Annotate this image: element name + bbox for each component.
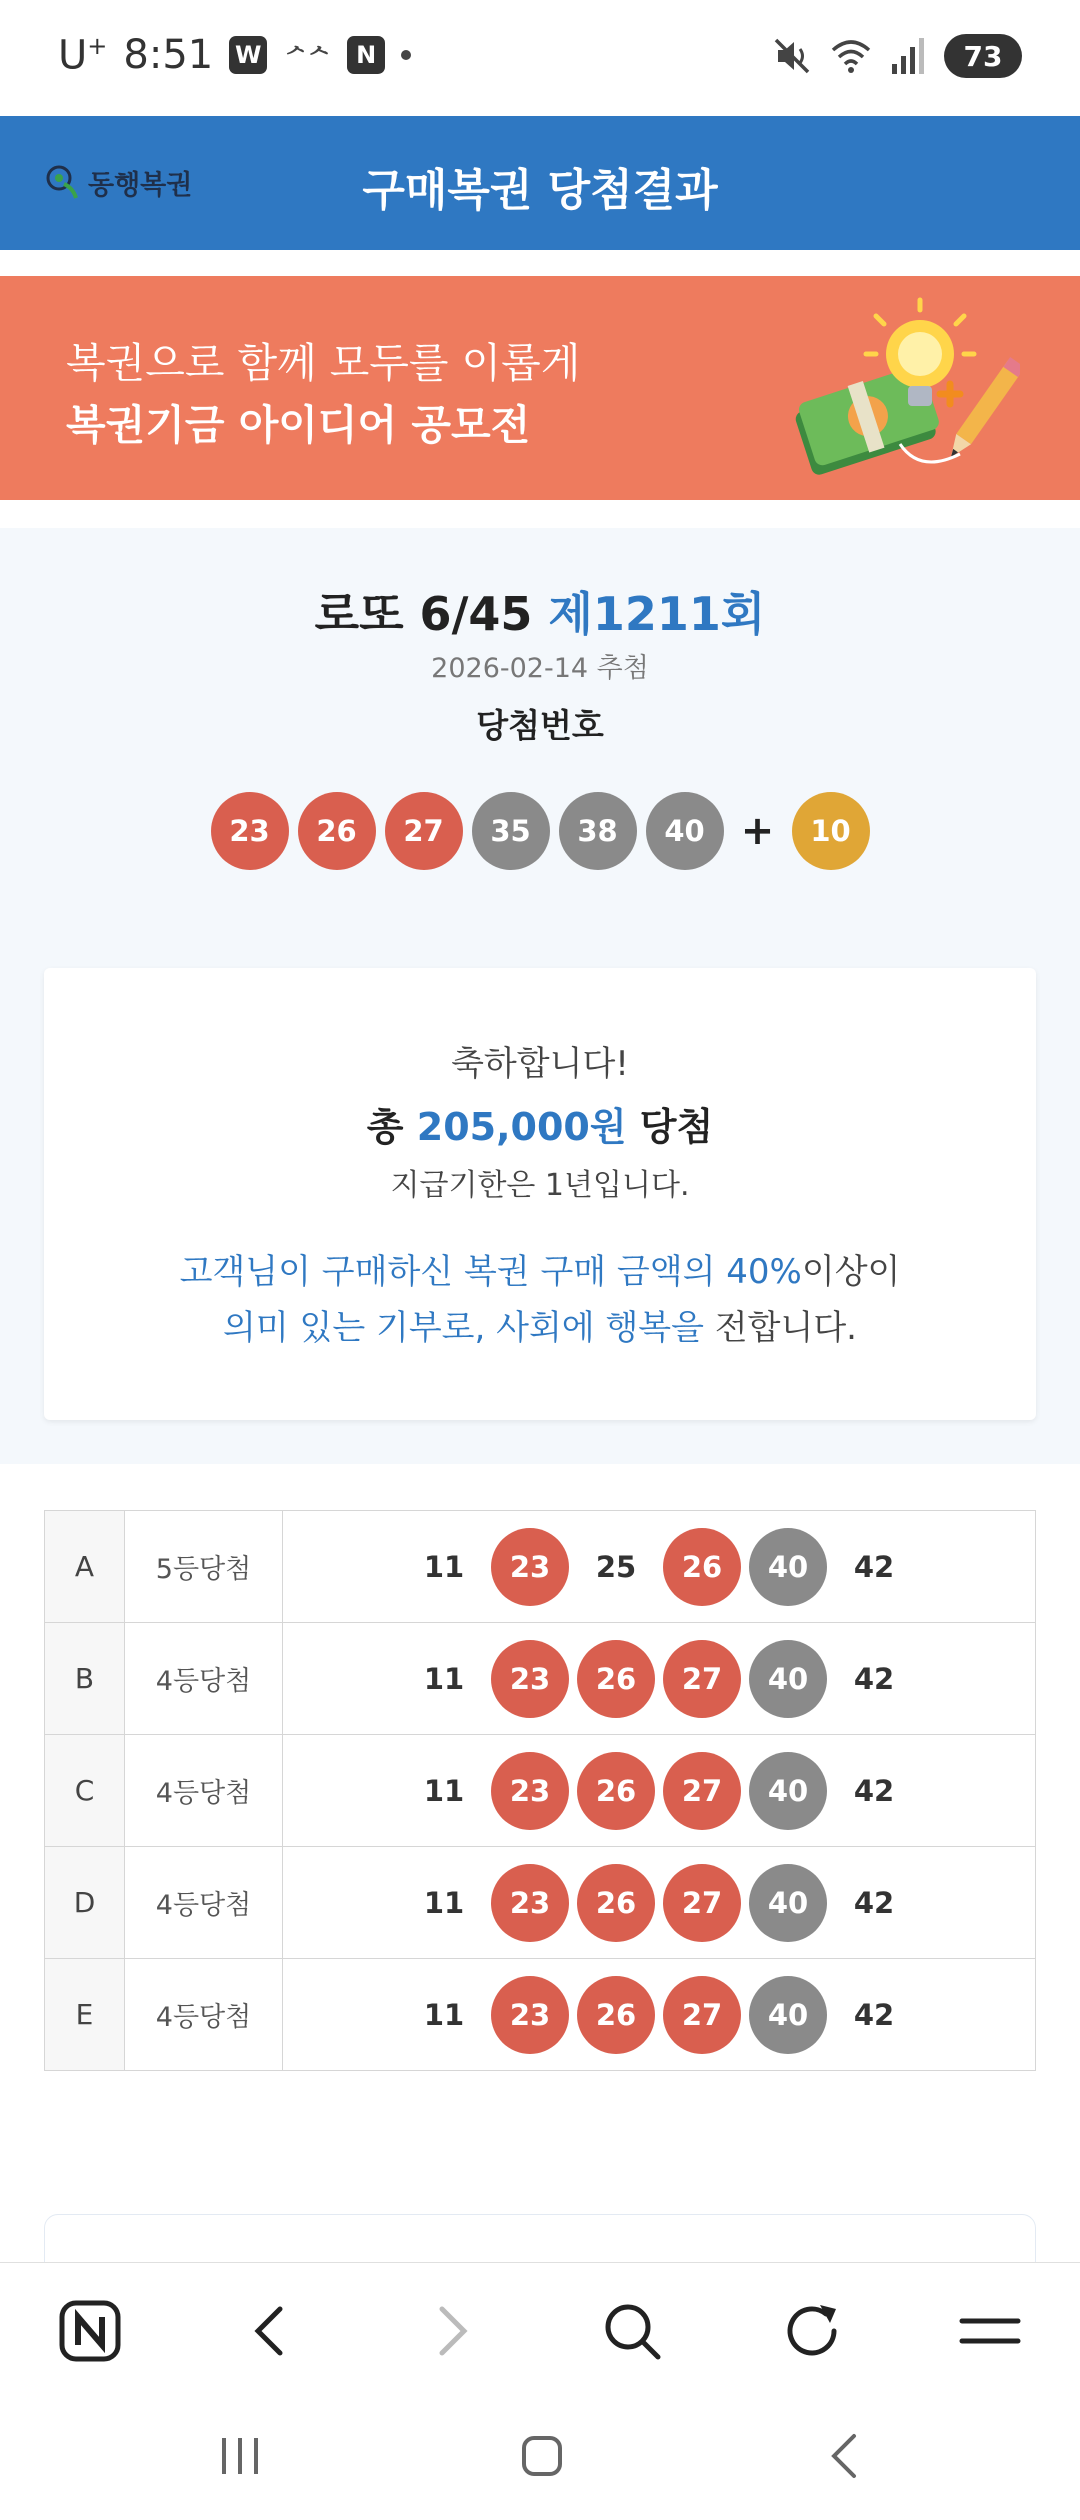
donation-line2-rest: 전합니다.: [704, 1308, 857, 1348]
carrier-label: [58, 32, 107, 78]
game-name: 로또 6/45: [314, 587, 533, 641]
ticket-number-ball-matched: 23: [491, 1528, 569, 1606]
search-icon[interactable]: [598, 2297, 666, 2365]
ticket-letter: C: [45, 1735, 125, 1847]
ticket-numbers: [283, 1976, 1035, 2054]
round-number: 제1211회: [548, 587, 766, 641]
ticket-row: [45, 1847, 1036, 1959]
prize-line: [44, 1096, 1036, 1151]
prize-amount: 205,000원: [416, 1105, 627, 1149]
ticket-number-ball-matched: 23: [491, 1752, 569, 1830]
ticket-number: 42: [853, 1885, 895, 1920]
payment-deadline: 지급기한은 1년입니다.: [390, 1168, 690, 1203]
recent-apps-icon[interactable]: [210, 2426, 270, 2486]
more-notifications-icon: [401, 50, 411, 60]
ticket-numbers-cell: [283, 1623, 1036, 1735]
result-section: [0, 528, 1080, 1464]
winning-number-ball: 27: [385, 792, 463, 870]
status-right: [772, 34, 1022, 78]
app-header: [0, 116, 1080, 250]
webtoon-app-icon: W: [229, 36, 267, 74]
ticket-number-ball-matched: 26: [663, 1528, 741, 1606]
banner-subtitle: 복권으로 함께 모두를 이롭게: [66, 339, 581, 387]
ticket-rank: 4등당첨: [125, 1847, 283, 1959]
browser-toolbar: [0, 2262, 1080, 2398]
ticket-number: 42: [853, 1661, 895, 1696]
ticket-number-ball-matched: 26: [577, 1976, 655, 2054]
system-nav-bar: [0, 2398, 1080, 2520]
congrats-title: 축하합니다!: [451, 1044, 629, 1084]
ticket-number: 42: [853, 1549, 895, 1584]
bonus-plus-sign: +: [740, 808, 775, 854]
donation-line1-rest: 이상이: [801, 1252, 901, 1292]
naver-app-icon: N: [347, 36, 385, 74]
winning-numbers-label: 당첨번호: [476, 706, 604, 745]
ticket-numbers-cell: [283, 1511, 1036, 1623]
ticket-number-ball-matched: 27: [663, 1976, 741, 2054]
donation-message: [44, 1244, 1036, 1356]
page-title: 구매복권 당첨결과: [362, 165, 718, 216]
ticket-letter: E: [45, 1959, 125, 2071]
ticket-numbers: [283, 1528, 1035, 1606]
ticket-numbers: [283, 1864, 1035, 1942]
ticket-number-ball-matched: 26: [577, 1864, 655, 1942]
ticket-row: [45, 1511, 1036, 1623]
ticket-letter: A: [45, 1511, 125, 1623]
ticket-numbers-cell: [283, 1959, 1036, 2071]
mute-icon: [772, 36, 812, 76]
prize-suffix: 당첨: [639, 1105, 714, 1149]
winning-numbers: [0, 792, 1080, 870]
wifi-icon: [830, 36, 872, 76]
back-nav-icon[interactable]: [816, 2426, 876, 2486]
draw-date: 2026-02-14 추첨: [431, 653, 649, 684]
refresh-icon[interactable]: [778, 2297, 846, 2365]
ticket-number-ball-matched: 27: [663, 1640, 741, 1718]
ticket-number-ball-matched: 40: [749, 1528, 827, 1606]
ticket-number: 11: [423, 1549, 465, 1584]
carrier-name: U: [58, 32, 88, 79]
ticket-number-ball-matched: 26: [577, 1752, 655, 1830]
status-bar: [0, 0, 1080, 116]
winning-number-ball: 40: [646, 792, 724, 870]
menu-icon[interactable]: [956, 2297, 1024, 2365]
ticket-number-ball-matched: 23: [491, 1976, 569, 2054]
ticket-letter: B: [45, 1623, 125, 1735]
ticket-number-ball-matched: 26: [577, 1640, 655, 1718]
ticket-numbers: [283, 1752, 1035, 1830]
ticket-number: 11: [423, 1773, 465, 1808]
donation-line1-accent: 고객님이 구매하신 복권 구매 금액의 40%: [179, 1252, 802, 1292]
ticket-numbers-cell: [283, 1735, 1036, 1847]
clock: 8:51: [123, 32, 214, 79]
round-title: [0, 578, 1080, 644]
back-icon[interactable]: [236, 2297, 304, 2365]
congrats-card: [44, 968, 1036, 1420]
ticket-number-ball-matched: 40: [749, 1976, 827, 2054]
battery-icon: 73: [944, 34, 1022, 78]
ticket-table-body: [45, 1511, 1036, 2071]
ticket-number-ball-matched: 40: [749, 1864, 827, 1942]
forward-icon[interactable]: [418, 2297, 486, 2365]
winning-number-ball: 38: [559, 792, 637, 870]
ticket-rank: 4등당첨: [125, 1623, 283, 1735]
ticket-number-ball-matched: 23: [491, 1864, 569, 1942]
ticket-number-ball-matched: 27: [663, 1864, 741, 1942]
ticket-rank: 5등당첨: [125, 1511, 283, 1623]
donation-line2-accent: 의미 있는 기부로, 사회에 행복을: [222, 1308, 704, 1348]
winning-number-ball: 35: [472, 792, 550, 870]
ticket-row: [45, 1623, 1036, 1735]
ticket-number-ball-matched: 40: [749, 1752, 827, 1830]
home-icon[interactable]: [512, 2426, 572, 2486]
carrier-sup: +: [87, 32, 108, 60]
ticket-number-ball-matched: 40: [749, 1640, 827, 1718]
ticket-number: 25: [595, 1549, 637, 1584]
ticket-number: 11: [423, 1661, 465, 1696]
ticket-row: [45, 1735, 1036, 1847]
ticket-number: 42: [853, 1997, 895, 2032]
winning-number-ball: 23: [211, 792, 289, 870]
ticket-row: [45, 1959, 1036, 2071]
brand-name: 동행복권: [88, 169, 193, 201]
promo-banner[interactable]: [0, 276, 1080, 500]
ticket-number: 11: [423, 1997, 465, 2032]
signal-icon: [890, 36, 926, 76]
ticket-numbers-cell: [283, 1847, 1036, 1959]
ticket-number-ball-matched: 27: [663, 1752, 741, 1830]
naver-home-icon[interactable]: [56, 2297, 124, 2365]
idea-illustration-icon: [780, 294, 1020, 490]
ticket-table: [44, 1510, 1036, 2071]
winning-number-ball: 26: [298, 792, 376, 870]
ticket-number-ball-matched: 23: [491, 1640, 569, 1718]
ticket-numbers: [283, 1640, 1035, 1718]
ticket-number: 11: [423, 1885, 465, 1920]
ticket-rank: 4등당첨: [125, 1959, 283, 2071]
ticket-number: 42: [853, 1773, 895, 1808]
notification-app-icon: ᄼᄉ: [284, 43, 331, 72]
status-left: [58, 32, 411, 78]
ticket-letter: D: [45, 1847, 125, 1959]
prize-prefix: 총: [366, 1105, 404, 1149]
banner-title: 복권기금 아이디어 공모전: [66, 401, 531, 449]
ticket-rank: 4등당첨: [125, 1735, 283, 1847]
bonus-number-ball: 10: [792, 792, 870, 870]
